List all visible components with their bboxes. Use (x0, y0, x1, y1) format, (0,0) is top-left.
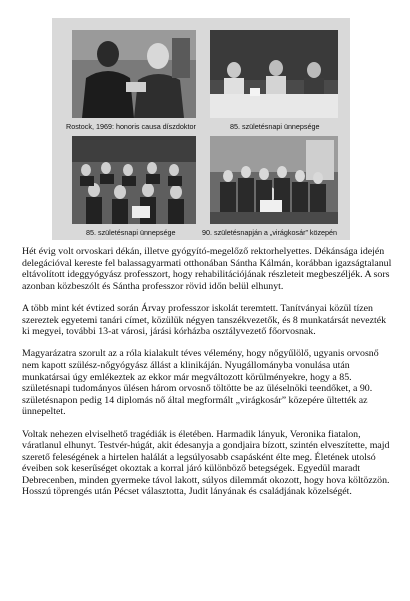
photo-collage (52, 18, 350, 240)
caption-photo-4: 90. születésnapján a „virágkosár” közepén (202, 228, 338, 237)
paragraph-3: Magyarázatra szorult az a róla kialakult téves vélemény, hogy nőgyűlölő, ugyanis orvosnő nem kapott szülész-nőgyógyász állást a klinikáján. Nyugállományba vonulása után munkatársai úgy emlékeztek az ekkor már megváltozott körülményekre, hogy a 85. születésnapi tudományos ülésen három orvosnő töltötte be az üléselnöki teendőket, a 90. születésnapon pedig 14 diplomás nő által megformált „virágkosár” közepére ültették az ünnepeltet. (22, 348, 379, 418)
caption-photo-2: 85. születésnapi ünnepsége (230, 122, 320, 131)
photo-85th-birthday-table (210, 30, 338, 118)
caption-photo-1: Rostock, 1969: honoris causa díszdoktor (66, 122, 196, 131)
photo-85th-birthday-audience (72, 136, 196, 224)
paragraph-4: Voltak nehezen elviselhető tragédiák is életében. Harmadik lányuk, Veronika fiatalon, váratlanul elhunyt. Testvér-húgát, akit édesanyja a gondjaira bízott, szintén elveszítette, majd szerető feleségének a hirtelen halálát a legsúlyosabb csapásként élte meg. Életének utolsó éveiben sok keserűséget okoztak a korral járó különböző betegségek. Egyedül maradt Debrecenben, minden gyermeke távol lakott, súlyos dilemmát okozott, hogy hova költözzön. Hosszú töprengés után Pécset választotta, Judit lányának és családjának közelségét. (22, 428, 390, 498)
photo-honoris-causa (72, 30, 196, 118)
paragraph-1: Hét évig volt orvoskari dékán, illetve gyógyító-megelőző rektorhelyettes. Dékánsága idején delegációval kereste fel balassagyarmati otthonában Sántha Kálmán, korábban igazságtalanul eltávolított ideggyógyász professzort, hogy rehabilitációjának részleteit megbeszéljék. A sors azonban közbeszólt és Sántha professzor rövid időn belül elhunyt. (22, 246, 392, 292)
paragraph-2: A több mint két évtized során Árvay professzor iskolát teremtett. Tanítványai közül tízen szereztek egyetemi tanári címet, közülük négyen tanszékvezetők, és 8 munkatársát nevezték ki megyei, további 13-at városi, járási kórházba osztályvezető főorvosnak. (22, 302, 387, 338)
photo-90th-birthday-basket (210, 136, 338, 224)
article-text (22, 246, 394, 509)
caption-photo-3: 85. születésnapi ünnepsége (86, 228, 176, 237)
